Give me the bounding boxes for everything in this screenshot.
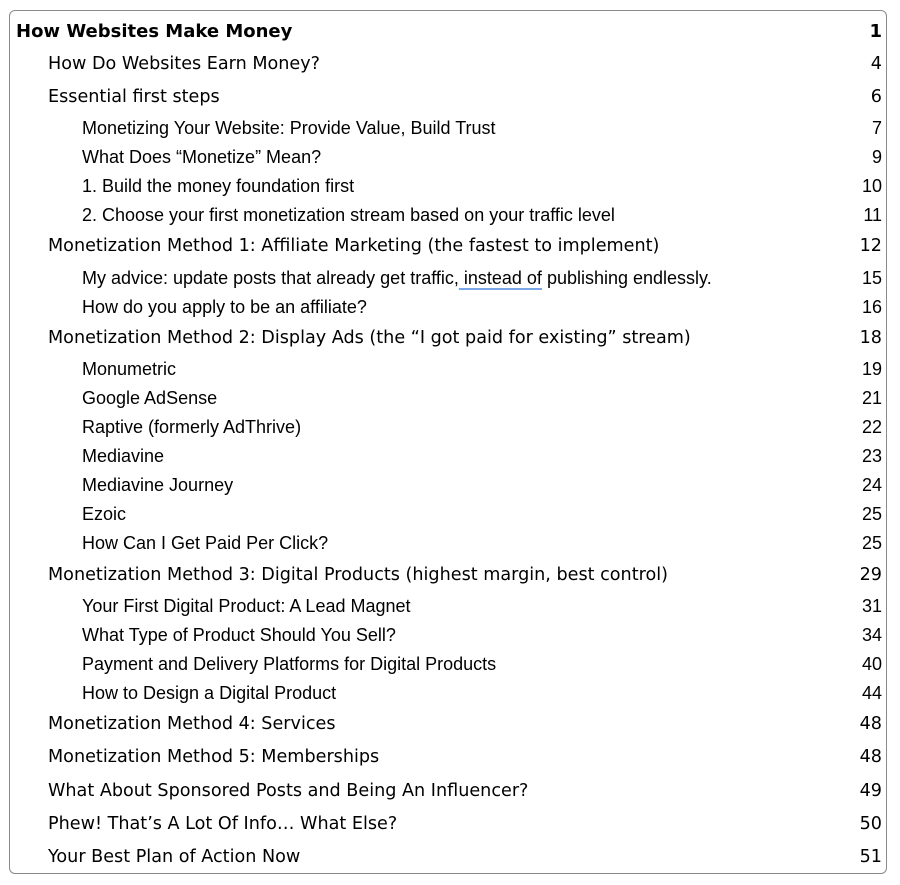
toc-entry-page: 18 [859, 328, 882, 348]
toc-entry-page: 49 [859, 781, 882, 801]
toc-entry-title-part: publishing endlessly. [541, 268, 712, 288]
toc-entry-page: 9 [871, 147, 882, 167]
toc-entry-title: Google AdSense [82, 388, 218, 408]
toc-entry-title: Monetization Method 4: Services [48, 714, 336, 734]
toc-entry-title [82, 268, 712, 289]
toc-entry-payment-platforms[interactable] [10, 654, 886, 675]
toc-entry-monumetric[interactable] [10, 359, 886, 380]
toc-entry-page: 44 [861, 683, 882, 703]
toc-entry-paid-per-click[interactable] [10, 533, 886, 554]
toc-entry-page: 24 [861, 475, 882, 495]
toc-entry-page: 21 [861, 388, 882, 408]
toc-entry-page: 50 [859, 814, 882, 834]
toc-entry-design-product[interactable] [10, 683, 886, 704]
toc-entry-page: 4 [870, 54, 882, 74]
toc-entry-method-1-affiliate[interactable] [10, 236, 886, 256]
toc-entry-page: 48 [859, 714, 882, 734]
toc-entry-title: Ezoic [82, 504, 127, 524]
toc-entry-mediavine-journey[interactable] [10, 475, 886, 496]
toc-entry-how-websites-make-money[interactable] [10, 21, 886, 42]
toc-entry-title: Monetization Method 3: Digital Products (highest margin, best control) [48, 565, 668, 585]
toc-entry-title: Monetizing Your Website: Provide Value, Build Trust [82, 118, 496, 138]
toc-entry-sponsored-posts[interactable] [10, 781, 886, 801]
toc-entry-choose-first-stream[interactable] [10, 205, 886, 226]
toc-entry-what-does-monetize-mean[interactable] [10, 147, 886, 168]
toc-entry-page: 22 [861, 417, 882, 437]
toc-entry-title: Payment and Delivery Platforms for Digital Products [82, 654, 497, 674]
toc-entry-title: Mediavine [82, 446, 165, 466]
toc-entry-title: Your Best Plan of Action Now [48, 847, 301, 867]
toc-entry-monetizing-your-website[interactable] [10, 118, 886, 139]
toc-entry-title: Monetization Method 2: Display Ads (the “I got paid for existing” stream) [48, 328, 691, 348]
toc-entry-title: How do you apply to be an affiliate? [82, 297, 367, 317]
toc-entry-method-2-display-ads[interactable] [10, 328, 886, 348]
toc-entry-page: 11 [863, 205, 882, 225]
toc-entry-title: What Type of Product Should You Sell? [82, 625, 396, 645]
toc-entry-title: Mediavine Journey [82, 475, 234, 495]
toc-entry-page: 6 [870, 87, 882, 107]
spellcheck-underlined-text: instead of [458, 268, 542, 288]
toc-entry-page: 1 [869, 21, 882, 42]
toc-entry-essential-first-steps[interactable] [10, 87, 886, 107]
toc-entry-title: How to Design a Digital Product [82, 683, 337, 703]
toc-entry-lead-magnet[interactable] [10, 596, 886, 617]
table-of-contents [9, 10, 887, 874]
toc-entry-title: What About Sponsored Posts and Being An Influencer? [48, 781, 529, 801]
toc-entry-page: 12 [859, 236, 882, 256]
toc-entry-page: 10 [861, 176, 882, 196]
toc-entry-raptive[interactable] [10, 417, 886, 438]
toc-entry-page: 25 [861, 504, 882, 524]
toc-entry-page: 29 [859, 565, 882, 585]
toc-entry-page: 31 [861, 596, 882, 616]
toc-entry-mediavine[interactable] [10, 446, 886, 467]
toc-entry-title: 2. Choose your first monetization stream based on your traffic level [82, 205, 615, 225]
toc-entry-title: Phew! That’s A Lot Of Info… What Else? [48, 814, 398, 834]
toc-entry-title-part: My advice: update posts that already get traffic, [82, 268, 459, 288]
toc-entry-page: 48 [859, 747, 882, 767]
toc-entry-title: Monumetric [82, 359, 177, 379]
toc-entry-title: Monetization Method 1: Affiliate Marketing (the fastest to implement) [48, 236, 660, 256]
toc-entry-method-5-memberships[interactable] [10, 747, 886, 767]
toc-entry-method-3-digital-products[interactable] [10, 565, 886, 585]
toc-entry-best-plan[interactable] [10, 847, 886, 867]
toc-entry-phew-what-else[interactable] [10, 814, 886, 834]
toc-entry-title: How Can I Get Paid Per Click? [82, 533, 329, 553]
toc-entry-product-type[interactable] [10, 625, 886, 646]
toc-entry-page: 19 [861, 359, 882, 379]
toc-entry-page: 25 [861, 533, 882, 553]
toc-entry-page: 16 [861, 297, 882, 317]
toc-entry-page: 51 [859, 847, 882, 867]
toc-entry-title: How Do Websites Earn Money? [48, 54, 321, 74]
toc-entry-title: 1. Build the money foundation first [82, 176, 355, 196]
toc-entry-how-do-websites-earn-money[interactable] [10, 54, 886, 74]
toc-entry-title: What Does “Monetize” Mean? [82, 147, 322, 167]
toc-entry-apply-affiliate[interactable] [10, 297, 886, 318]
toc-entry-title: Essential first steps [48, 87, 220, 107]
toc-entry-title: Your First Digital Product: A Lead Magnet [82, 596, 411, 616]
toc-entry-title: How Websites Make Money [16, 21, 293, 42]
toc-entry-ezoic[interactable] [10, 504, 886, 525]
toc-entry-my-advice[interactable] [10, 268, 886, 289]
toc-entry-method-4-services[interactable] [10, 714, 886, 734]
toc-entry-title: Raptive (formerly AdThrive) [82, 417, 302, 437]
toc-entry-page: 34 [861, 625, 882, 645]
toc-entry-page: 15 [861, 268, 882, 288]
toc-entry-build-money-foundation[interactable] [10, 176, 886, 197]
toc-entry-page: 40 [861, 654, 882, 674]
toc-entry-page: 23 [861, 446, 882, 466]
toc-entry-google-adsense[interactable] [10, 388, 886, 409]
toc-entry-title: Monetization Method 5: Memberships [48, 747, 380, 767]
toc-entry-page: 7 [871, 118, 882, 138]
